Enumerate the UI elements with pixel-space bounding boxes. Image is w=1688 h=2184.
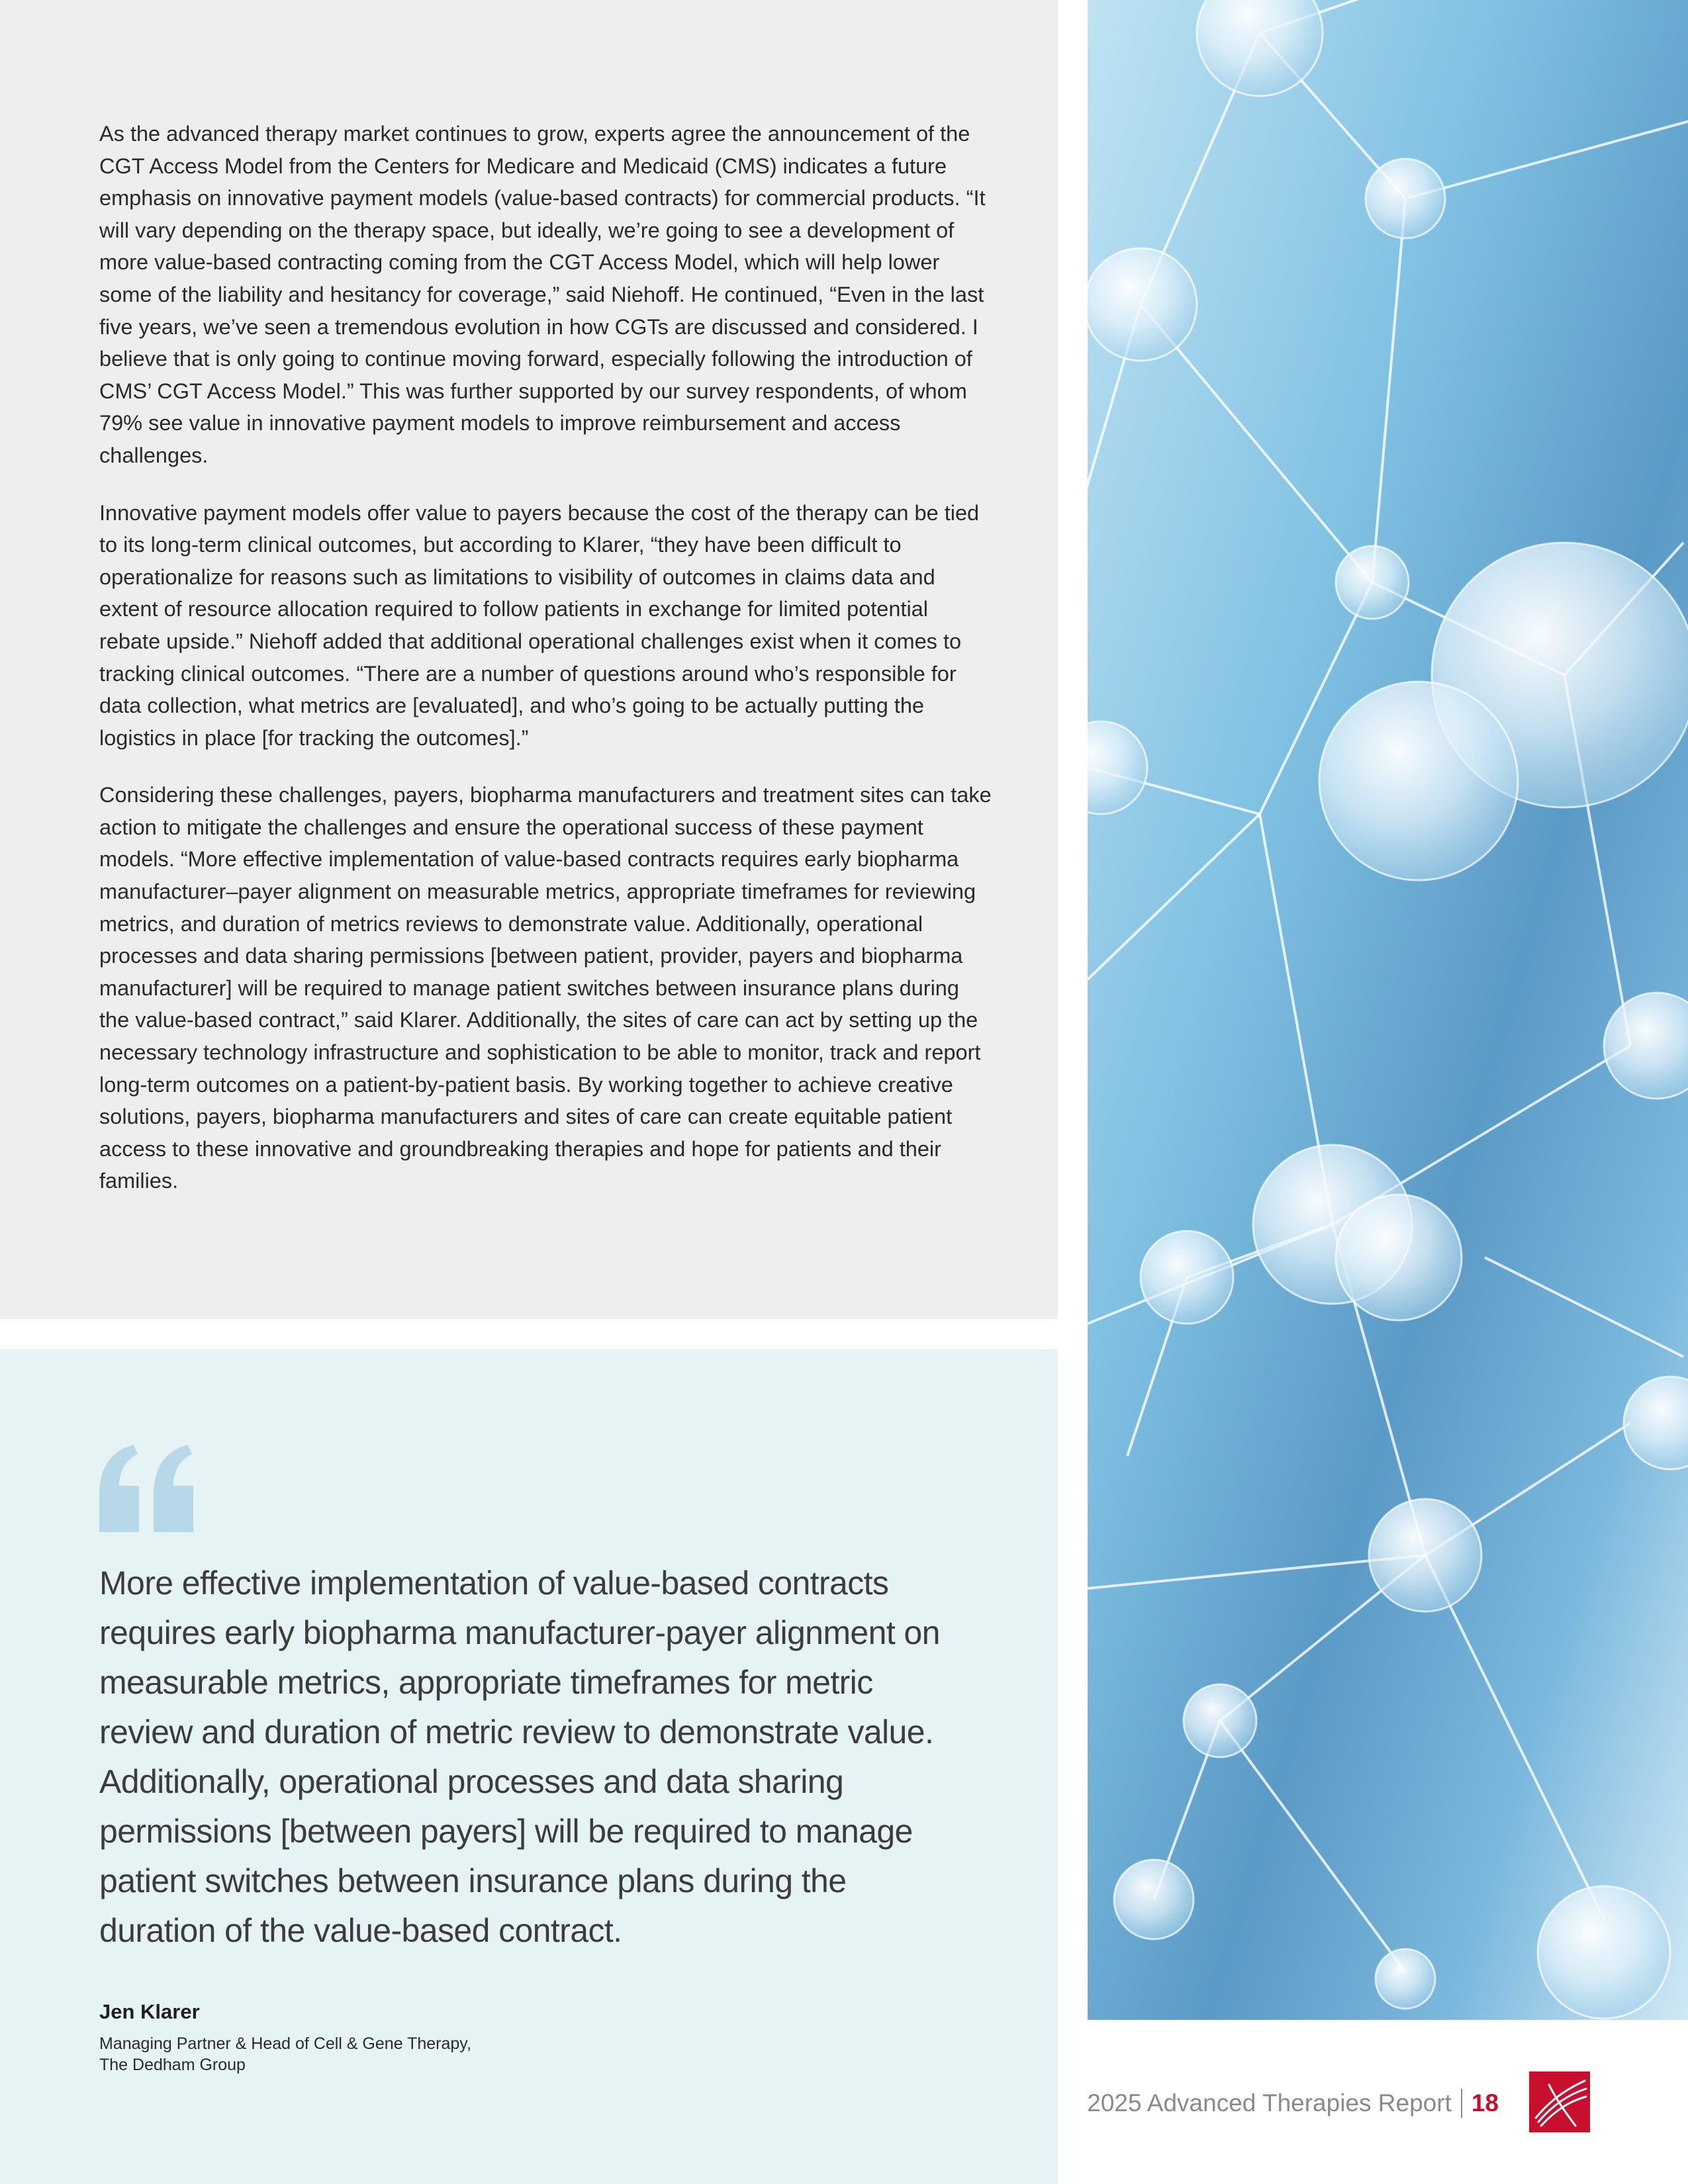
- article-paragraph-3: Considering these challenges, payers, biopharma manufacturers and treatment sites can take action to mitigate the challenges and ensure the operational success of these payment models. “More effective implementation of value-based contracts requires early biopharma manufacturer–payer alignment on measurable metrics, appropriate timeframes for reviewing metrics, and duration of metrics reviews to demonstrate value. Additionally, operational processes and data sharing permissions [between patient, provider, payers and biopharma manufacturer] will be required to manage patient switches between insurance plans during the value-based contract,” said Klarer. Additionally, the sites of care can act by setting up the necessary technology infrastructure and sophistication to be able to monitor, track and report long-term outcomes on a patient-by-patient basis. By working together to achieve creative solutions, payers, biopharma manufacturers and sites of care can create equitable patient access to these innovative and groundbreaking therapies and hope for patients and their families.: [99, 783, 992, 1193]
- quote-author-role: [99, 2033, 563, 2075]
- page-footer: [1087, 2085, 1499, 2122]
- quote-author-name: Jen Klarer: [99, 2000, 200, 2023]
- quote-author-org: The Dedham Group: [99, 2056, 246, 2074]
- molecule-network-image: [1088, 0, 1688, 2020]
- cardinal-logo-icon: [1529, 2071, 1590, 2132]
- article-paragraph-1: As the advanced therapy market continues to grow, experts agree the announcement of the CGT Access Model from the Centers for Medicare and Medicaid (CMS) indicates a future emphasis on innovative payment models (value-based contracts) for commercial products. “It will vary depending on the therapy space, but ideally, we’re going to see a development of more value-based contracting coming from the CGT Access Model, which will help lower some of the liability and hesitancy for coverage,” said Niehoff. He continued, “Even in the last five years, we’ve seen a tremendous evolution in how CGTs are discussed and considered. I believe that is only going to continue moving forward, especially following the introduction of CMS’ CGT Access Model.” This was further supported by our survey respondents, of whom 79% see value in innovative payment models to improve reimbursement and access challenges.: [99, 122, 986, 467]
- report-title: 2025 Advanced Therapies Report: [1087, 2089, 1452, 2116]
- pull-quote-text: More effective implementation of value-based contracts requires early biopharma manufacturer-payer alignment on measurable metrics, appropriate timeframes for metric review and duration of metric review to demonstrate value. Additionally, operational processes and data sharing permissions [between payers] will be required to manage patient switches between insurance plans during the duration of the value-based contract.: [99, 1565, 940, 1949]
- article-body: [99, 118, 993, 1222]
- open-quote-icon: [93, 1439, 199, 1539]
- footer-divider: [1461, 2089, 1462, 2118]
- page-number: 18: [1471, 2089, 1499, 2116]
- article-paragraph-2: Innovative payment models offer value to payers because the cost of the therapy can be tied to its long-term clinical outcomes, but according to Klarer, “they have been difficult to operationalize for reasons such as limitations to visibility of outcomes in claims data and extent of resource allocation required to follow patients in exchange for limited potential rebate upside.” Niehoff added that additional operational challenges exist when it comes to tracking clinical outcomes. “There are a number of questions around who’s responsible for data collection, what metrics are [evaluated], and who’s going to be actually putting the logistics in place [for tracking the outcomes].”: [99, 500, 980, 750]
- quote-author-title: Managing Partner & Head of Cell & Gene Therapy,: [99, 2034, 471, 2053]
